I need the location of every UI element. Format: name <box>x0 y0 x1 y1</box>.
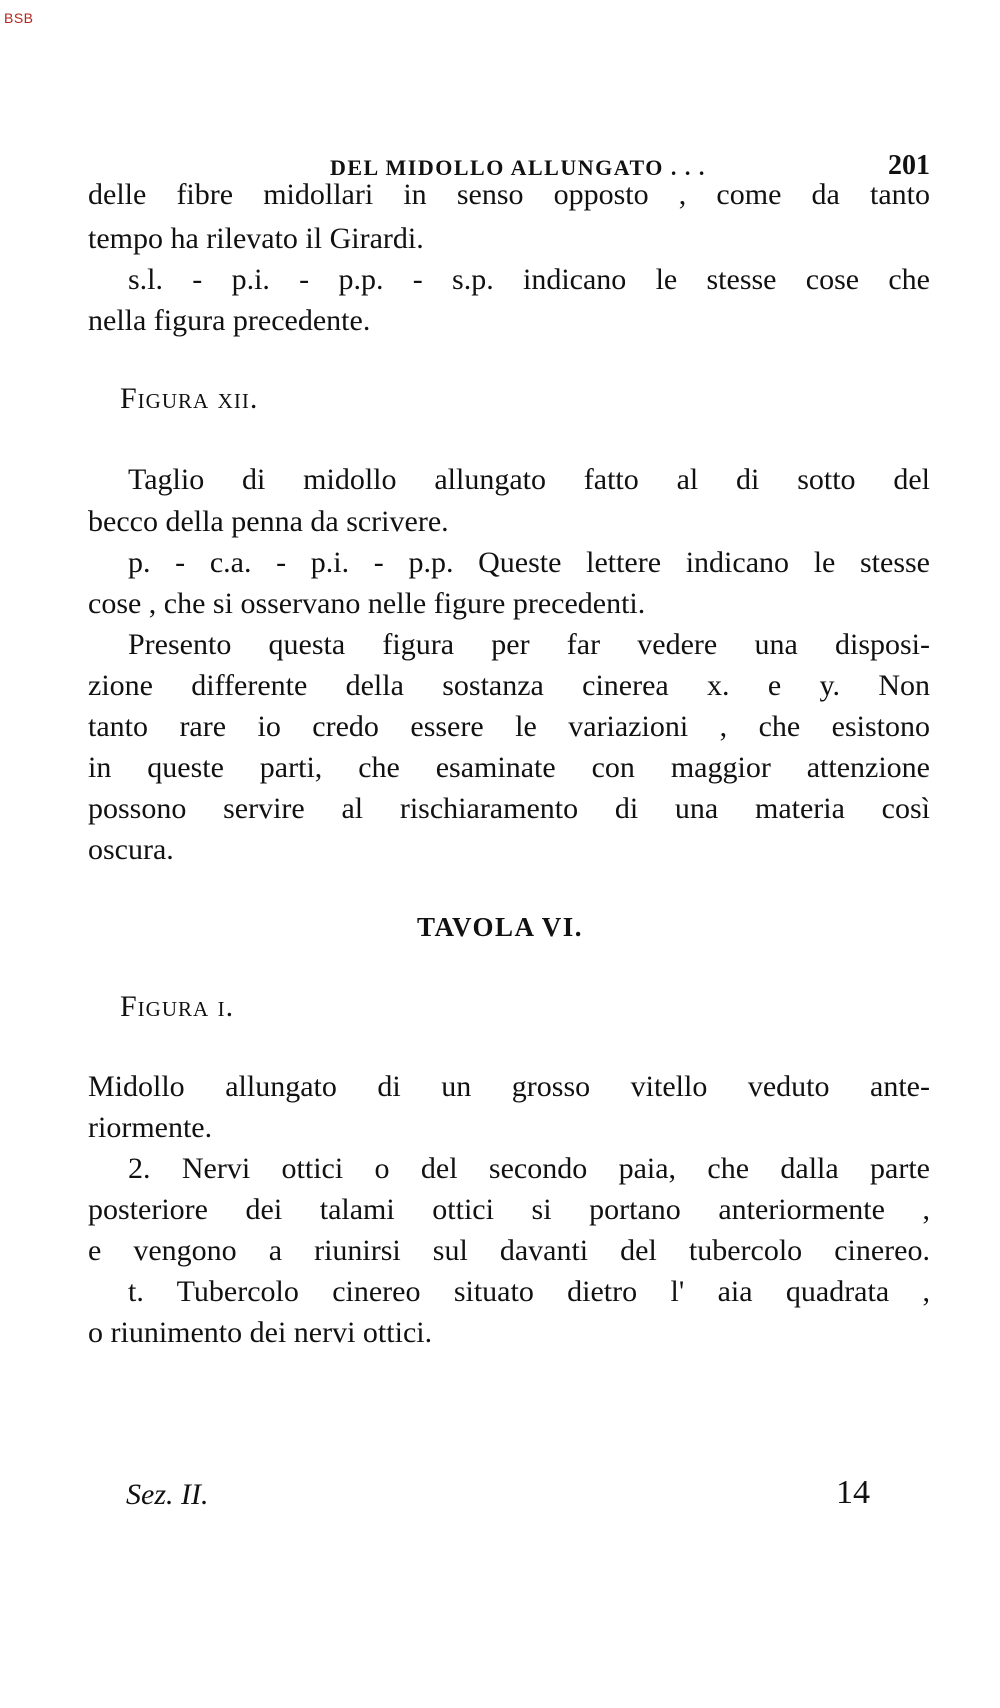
running-header: DEL MIDOLLO ALLUNGATO . . . <box>330 155 706 180</box>
text-line: cose , che si osservano nelle figure precedenti. <box>88 587 646 620</box>
figure-heading: Figura i. <box>120 990 235 1023</box>
text-line: t. Tubercolo cinereo situato dietro l' aia quadrata , <box>128 1275 930 1308</box>
text-line: p. - c.a. - p.i. - p.p. Queste lettere indicano le stesse <box>128 546 930 579</box>
text-line: s.l. - p.i. - p.p. - s.p. indicano le stesse cose che <box>128 263 930 296</box>
text-line: Presento questa figura per far vedere una disposi- <box>128 628 930 661</box>
text-line: becco della penna da scrivere. <box>88 505 449 538</box>
text-line: o riunimento dei nervi ottici. <box>88 1316 433 1349</box>
plate-heading: TAVOLA VI. <box>416 912 584 942</box>
page-number: 201 <box>888 150 930 181</box>
text-line: Taglio di midollo allungato fatto al di sotto del <box>128 463 930 496</box>
text-line: posteriore dei talami ottici si portano anteriormente , <box>88 1193 930 1226</box>
text-line: 2. Nervi ottici o del secondo paia, che dalla parte <box>128 1152 930 1185</box>
text-line: riormente. <box>88 1111 213 1144</box>
text-line: nella figura precedente. <box>88 304 371 337</box>
text-line: oscura. <box>88 833 174 866</box>
text-line: possono servire al rischiaramento di una materia così <box>88 792 930 825</box>
signature-mark: Sez. II. <box>126 1478 209 1511</box>
text-line: delle fibre midollari in senso opposto , come da tanto <box>88 178 930 211</box>
sheet-number: 14 <box>836 1474 870 1511</box>
text-line: zione differente della sostanza cinerea x. e y. Non <box>88 669 930 702</box>
text-line: tempo ha rilevato il Girardi. <box>88 222 424 255</box>
library-stamp: BSB <box>4 10 34 26</box>
text-line: tanto rare io credo essere le variazioni , che esistono <box>88 710 930 743</box>
figure-heading: Figura xii. <box>120 382 259 415</box>
text-line: e vengono a riunirsi sul davanti del tubercolo cinereo. <box>88 1234 930 1267</box>
text-line: in queste parti, che esaminate con maggior attenzione <box>88 751 930 784</box>
text-line: Midollo allungato di un grosso vitello veduto ante- <box>88 1070 930 1103</box>
